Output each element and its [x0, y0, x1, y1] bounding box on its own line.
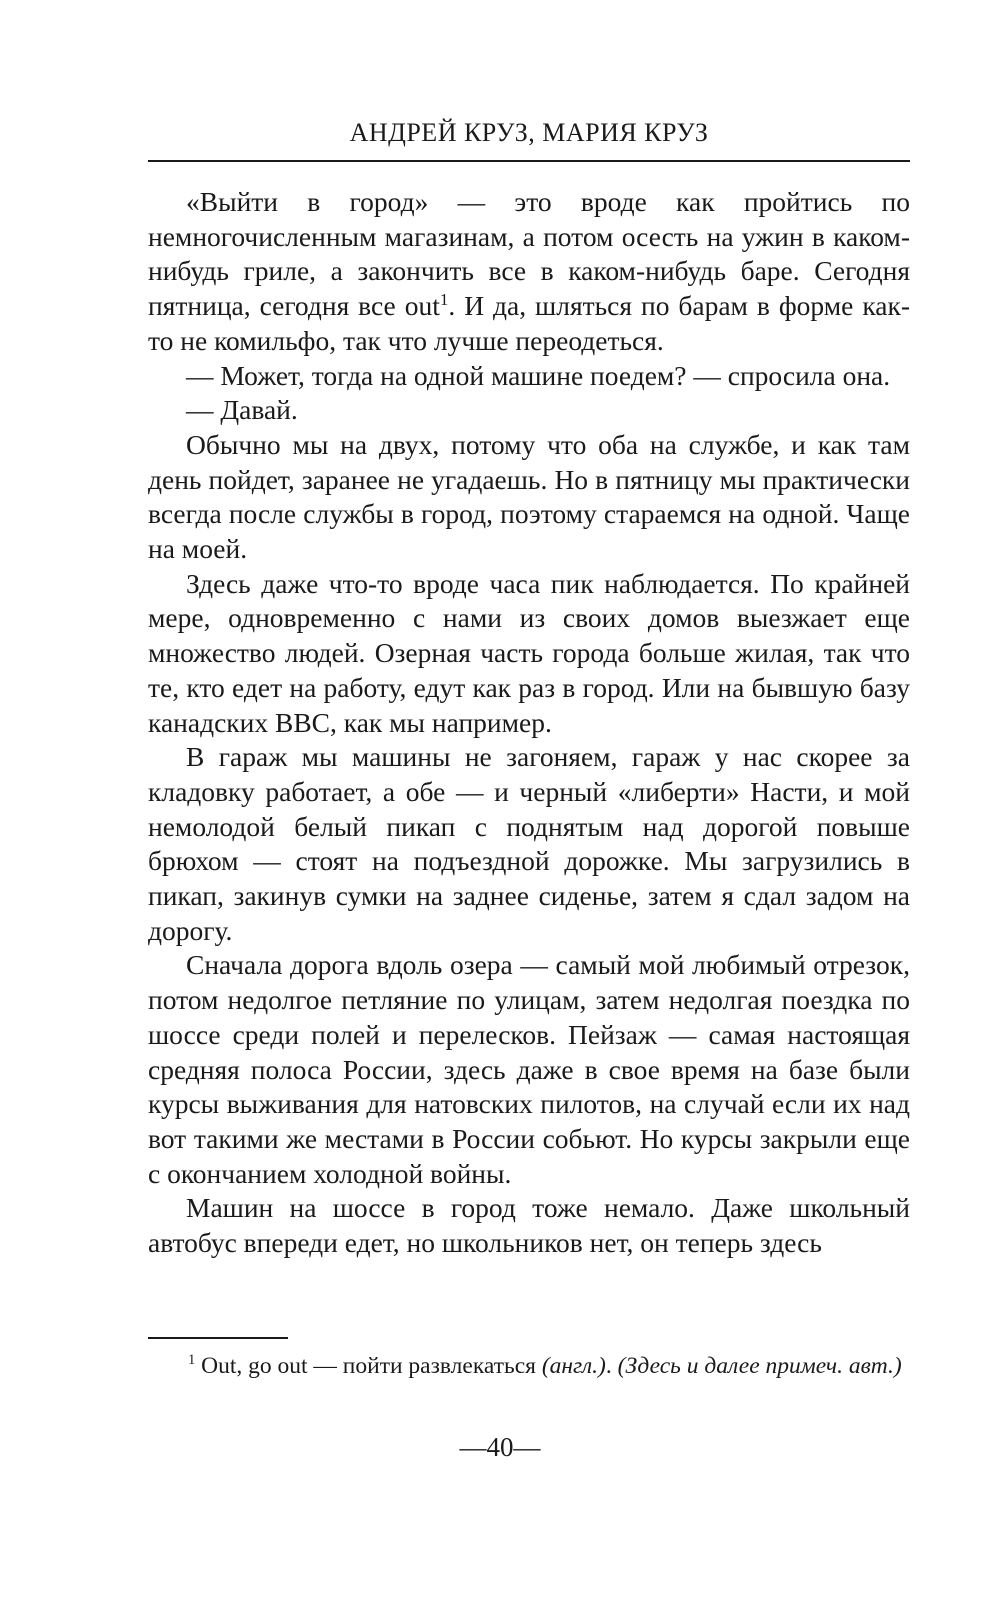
footnote-sep: . [605, 1353, 618, 1379]
footnote-marker: 1 [188, 1352, 196, 1369]
paragraph-5: Здесь даже что-то вроде часа пик наблюдается. По крайней мере, одновременно с нами из своих домов выезжает еще множество людей. Озерная часть города больше жилая, так что те, кто едет на работу, едут как раз в город. Или на бывшую базу канадских ВВС, как мы например. [148, 567, 910, 738]
body-text [148, 185, 910, 1261]
footnote-ref: 1 [439, 289, 449, 309]
running-header: АНДРЕЙ КРУЗ, МАРИЯ КРУЗ [349, 118, 709, 147]
paragraph-4: Обычно мы на двух, потому что оба на службе, и как там день пойдет, заранее не угадаешь. Но в пятницу мы практически всегда после службы в город, поэтому стараемся на одной. Чаще на моей. [148, 428, 910, 565]
paragraph-1-text: «Выйти в город» — это вроде как пройтись по немногочисленным магазинам, а потом осесть на ужин в каком-нибудь гриле, а закончить все в каком-нибудь баре. Сегодня пятница, сегодня все out [148, 186, 910, 322]
paragraph-3: — Давай. [186, 394, 298, 426]
footnote [148, 1349, 910, 1383]
page-number: —40— [459, 1432, 541, 1462]
paragraph-6: В гараж мы машины не загоняем, гараж у нас скорее за кладовку работает, а обе — и черный «либерти» Насти, и мой немолодой белый пикап с поднятым над дорогой повыше брюхом — стоят на подъездной дорожке. Мы загрузились в пикап, закинув сумки на заднее сиденье, затем я сдал задом на дорогу. [148, 741, 910, 946]
paragraph-8: Машин на шоссе в город тоже немало. Даже школьный автобус впереди едет, но школьников нет, он теперь здесь [148, 1192, 910, 1259]
footnote-lang: (англ.) [541, 1353, 606, 1379]
footnote-text: Out, go out — пойти развлекаться [195, 1353, 542, 1379]
footnote-note: (Здесь и далее примеч. авт.) [617, 1353, 902, 1379]
header-rule [148, 160, 910, 162]
paragraph-1 [148, 185, 910, 359]
footnote-rule [148, 1337, 288, 1339]
paragraph-2: — Может, тогда на одной машине поедем? — спросила она. [186, 359, 891, 391]
paragraph-7: Сначала дорога вдоль озера — самый мой любимый отрезок, потом недолгое петляние по улицам, затем недолгая поездка по шоссе среди полей и перелесков. Пейзаж — самая настоящая средняя полоса России, здесь даже в свое время на базе были курсы выживания для натовских пилотов, на случай если их над вот такими же местами в России собьют. Но курсы закрыли еще с окончанием холодной войны. [148, 949, 910, 1189]
paragraph-1-text-end: . И да, шляться по барам в форме как-то не комильфо, так что лучше переодеться. [148, 290, 910, 356]
